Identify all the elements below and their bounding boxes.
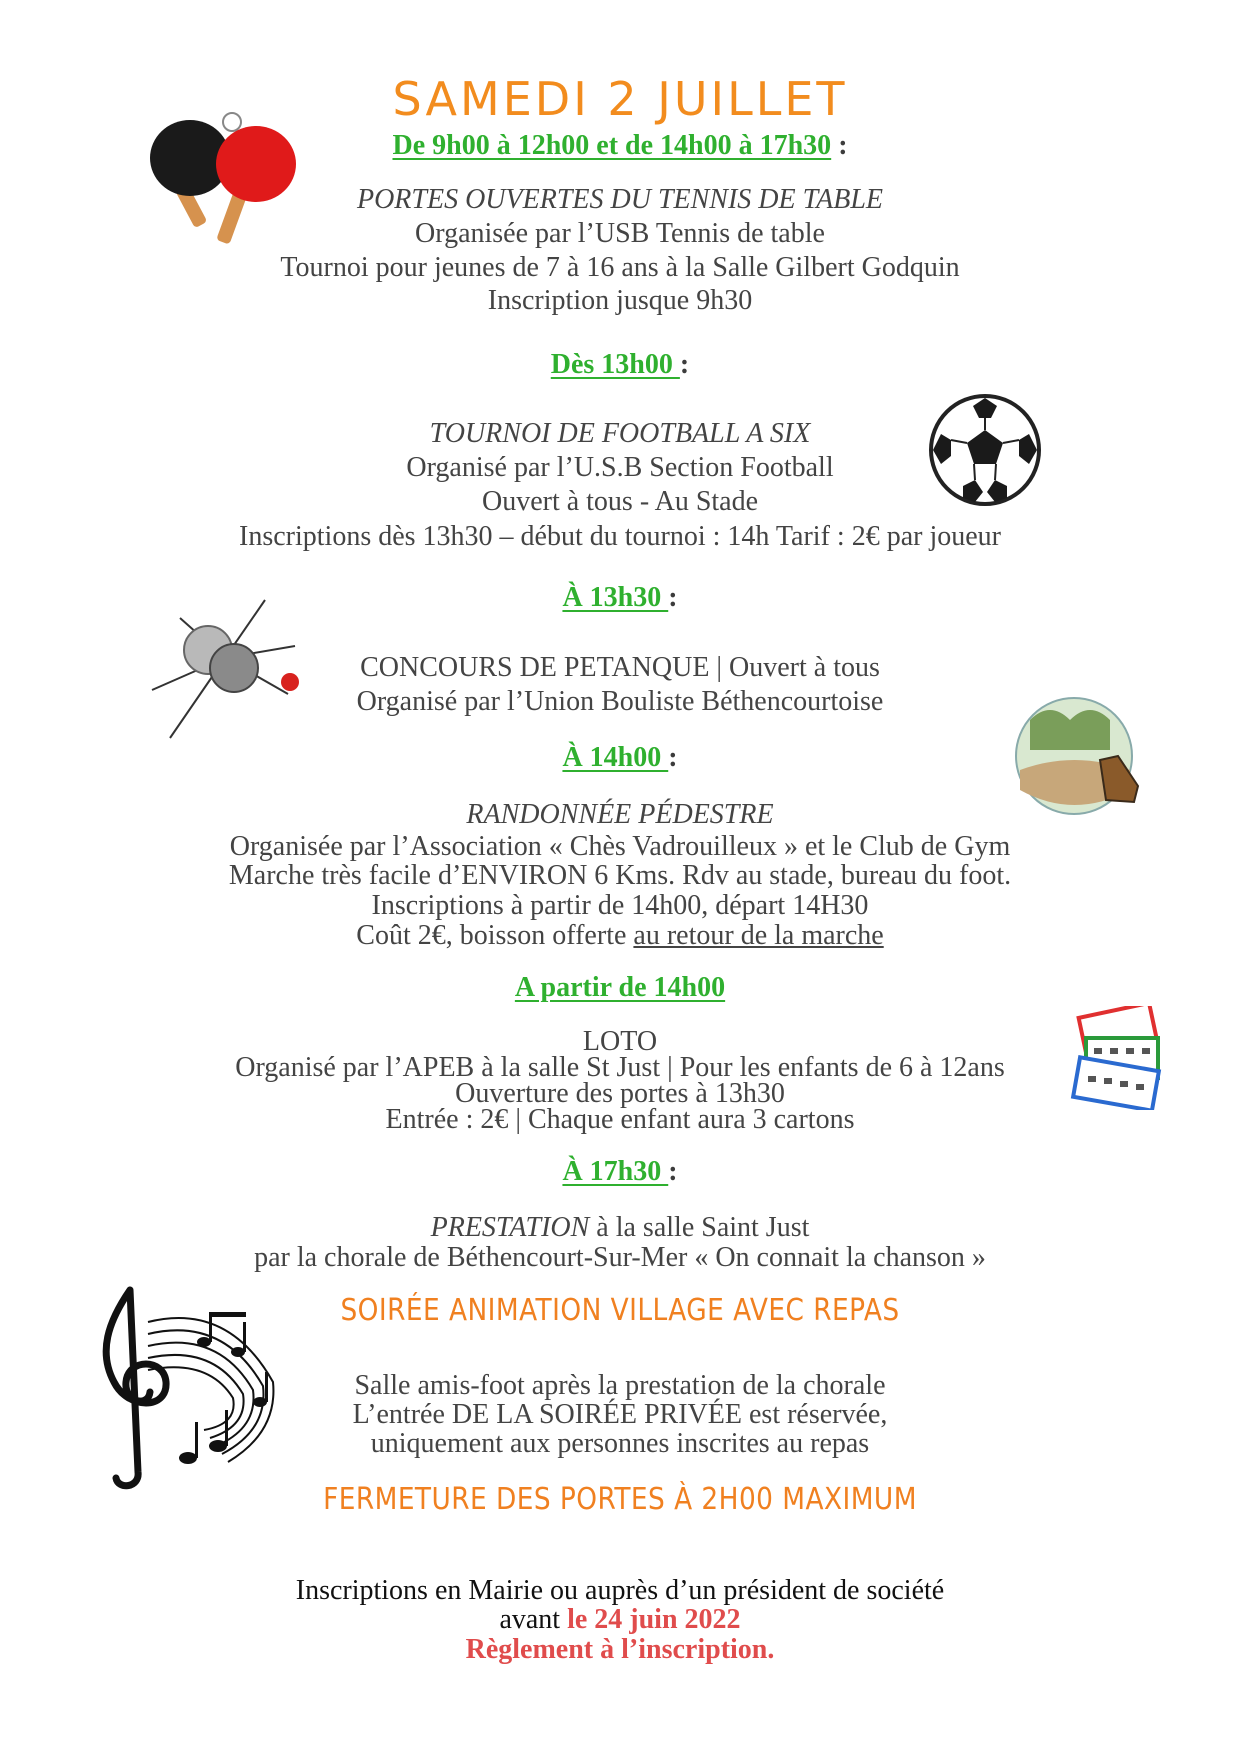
footer-payment-note: Règlement à l’inscription. xyxy=(465,1634,775,1665)
event-line xyxy=(0,920,1240,952)
event-time-label: À 17h30 xyxy=(562,1156,669,1187)
event-line: Marche très facile d’ENVIRON 6 Kms. Rdv au stade, bureau du foot. xyxy=(228,860,1012,891)
event-time xyxy=(0,972,1240,1004)
page-title: SAMEDI 2 JUILLET xyxy=(392,72,848,126)
event-time-label: À 14h00 xyxy=(562,742,669,773)
event-time-label: De 9h00 à 12h00 et de 14h00 à 17h30 xyxy=(392,130,832,161)
event-heading-rest: à la salle Saint Just xyxy=(589,1212,810,1243)
event-heading: TOURNOI DE FOOTBALL A SIX xyxy=(429,418,811,449)
event-cost-text: Coût 2€, boisson offerte xyxy=(356,920,634,951)
event-line: Organisée par l’Association « Chès Vadrouilleux » et le Club de Gym xyxy=(229,831,1011,862)
music-notes-icon xyxy=(78,1282,288,1494)
event-line: Ouverture des portes à 13h30 xyxy=(455,1078,785,1109)
soiree-line: uniquement aux personnes inscrites au repas xyxy=(370,1428,870,1459)
event-line: Organisé par l’APEB à la salle St Just | Pour les enfants de 6 à 12ans xyxy=(235,1052,1005,1083)
event-time-suffix: : xyxy=(668,1156,678,1187)
soiree-heading: SOIRÉE ANIMATION VILLAGE AVEC REPAS xyxy=(340,1293,900,1328)
event-heading: LOTO xyxy=(582,1026,658,1057)
event-time-label: A partir de 14h00 xyxy=(514,972,726,1003)
event-line: Ouvert à tous - Au Stade xyxy=(481,486,759,517)
football-icon xyxy=(925,390,1045,510)
footer-deadline-line xyxy=(0,1604,1240,1636)
event-time xyxy=(0,1156,1240,1188)
event-time-suffix: : xyxy=(668,742,678,773)
petanque-icon xyxy=(150,598,300,746)
event-line: Inscription jusque 9h30 xyxy=(487,285,753,316)
event-heading: PORTES OUVERTES DU TENNIS DE TABLE xyxy=(356,184,884,215)
footer-line: Inscriptions en Mairie ou auprès d’un président de société xyxy=(295,1575,945,1606)
event-time-label: À 13h30 xyxy=(562,582,669,613)
event-line: par la chorale de Béthencourt-Sur-Mer « On connait la chanson » xyxy=(254,1242,986,1273)
event-line: Organisé par l’Union Bouliste Béthencourtoise xyxy=(356,686,884,717)
event-heading-line xyxy=(0,1212,1240,1244)
event-heading: RANDONNÉE PÉDESTRE xyxy=(466,799,774,830)
event-time-label: Dès 13h00 xyxy=(550,349,680,380)
event-time-suffix: : xyxy=(831,130,848,161)
event-line: Entrée : 2€ | Chaque enfant aura 3 cartons xyxy=(385,1104,855,1135)
event-line: Organisée par l’USB Tennis de table xyxy=(415,218,825,249)
event-line: Organisé par l’U.S.B Section Football xyxy=(406,452,834,483)
soiree-line: L’entrée DE LA SOIRÉE PRIVÉE est réservée, xyxy=(352,1399,888,1430)
closing-heading: FERMETURE DES PORTES À 2H00 MAXIMUM xyxy=(323,1482,917,1517)
soiree-line: Salle amis-foot après la prestation de la chorale xyxy=(354,1370,886,1401)
event-line: CONCOURS DE PETANQUE | Ouvert à tous xyxy=(360,652,880,683)
event-line: Tournoi pour jeunes de 7 à 16 ans à la Salle Gilbert Godquin xyxy=(280,252,960,283)
event-time-suffix: : xyxy=(668,582,678,613)
footer-deadline-date: le 24 juin 2022 xyxy=(567,1604,741,1635)
event-time xyxy=(0,742,1240,774)
event-time xyxy=(0,130,1240,162)
bingo-cards-icon xyxy=(1070,1006,1170,1110)
event-time xyxy=(0,349,1240,381)
event-cost-underlined: au retour de la marche xyxy=(633,920,884,951)
footer-deadline-prefix: avant xyxy=(499,1604,568,1635)
event-time-suffix: : xyxy=(679,349,690,380)
event-line: Inscriptions dès 13h30 – début du tournoi : 14h Tarif : 2€ par joueur xyxy=(239,521,1001,552)
event-heading: PRESTATION xyxy=(430,1212,590,1243)
event-line: Inscriptions à partir de 14h00, départ 14H30 xyxy=(371,890,869,921)
